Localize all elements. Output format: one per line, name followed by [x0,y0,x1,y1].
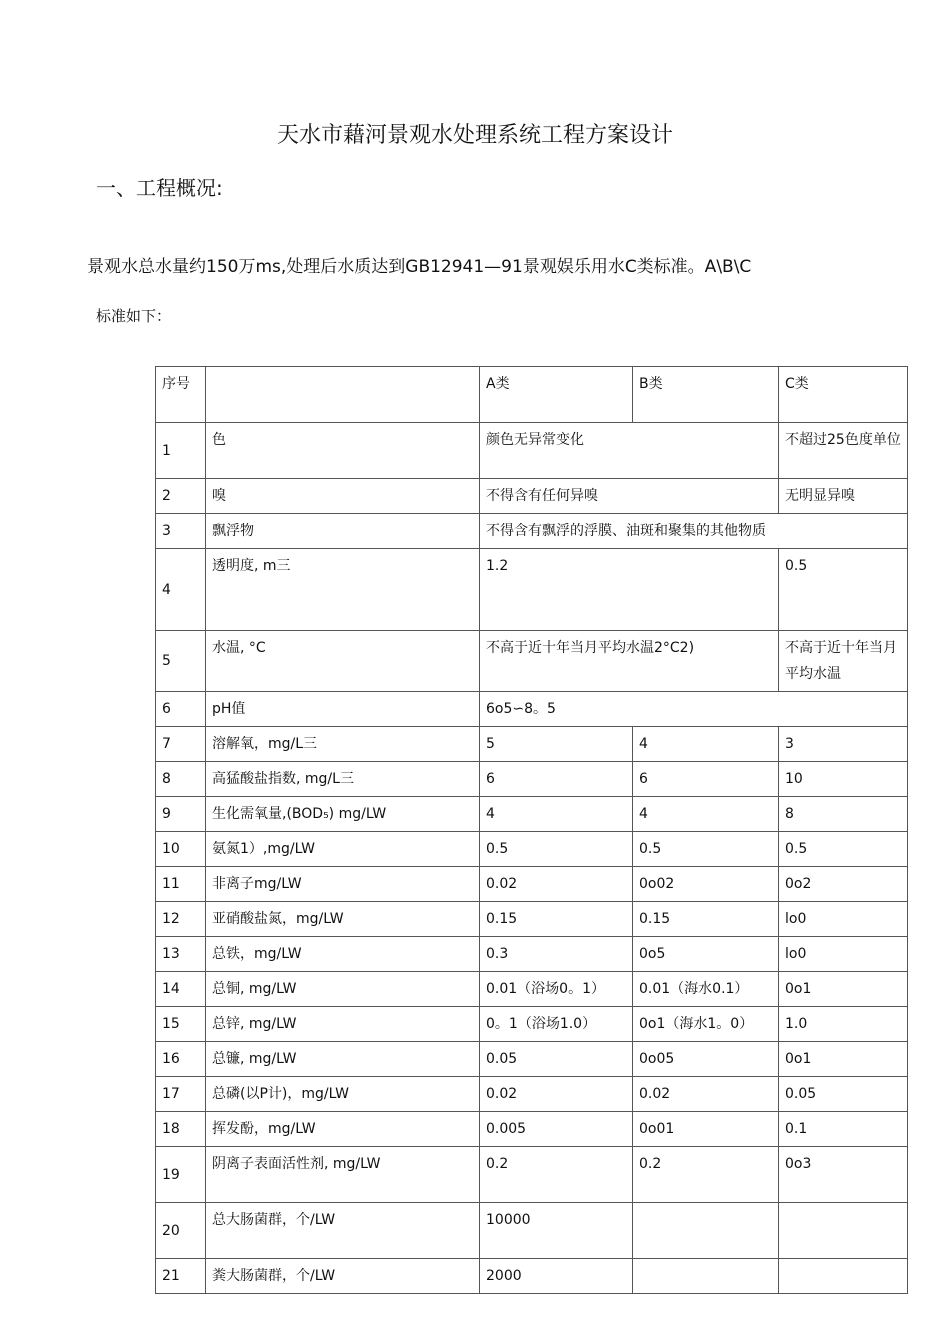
table-row [156,1259,908,1294]
cell-class-c: 1.0 [779,1007,908,1042]
table-row [156,1042,908,1077]
cell-class-ab: 不得含有任何异嗅 [480,479,779,514]
header-seq: 序号 [156,367,206,423]
cell-item: 总大肠菌群，个/LW [206,1203,480,1259]
cell-item: 阴离子表面活性剂, mg/LW [206,1147,480,1203]
cell-class-a: 0.02 [480,1077,633,1112]
cell-class-b: 4 [633,727,779,762]
table-row [156,479,908,514]
cell-seq: 12 [156,902,206,937]
cell-class-c: 不高于近十年当月平均水温 [779,631,908,692]
header-class-b: B类 [633,367,779,423]
table-row [156,972,908,1007]
cell-item: 生化需氧量,(BOD₅) mg/LW [206,797,480,832]
cell-class-b: 4 [633,797,779,832]
cell-class-b: 0.01（海水0.1） [633,972,779,1007]
table-row [156,832,908,867]
cell-class-a: 0.2 [480,1147,633,1203]
cell-class-c: 0.1 [779,1112,908,1147]
cell-class-b: 0o02 [633,867,779,902]
cell-class-b: 0.5 [633,832,779,867]
cell-seq: 21 [156,1259,206,1294]
cell-class-c: lo0 [779,902,908,937]
cell-seq: 19 [156,1147,206,1203]
cell-item: 色 [206,423,480,479]
cell-seq: 7 [156,727,206,762]
header-class-a: A类 [480,367,633,423]
cell-class-a: 0.005 [480,1112,633,1147]
water-quality-standards-table [155,366,908,1294]
cell-class-c: 0.05 [779,1077,908,1112]
cell-class-b: 0o1（海水1。0） [633,1007,779,1042]
table-row [156,1077,908,1112]
table-row [156,937,908,972]
table-row [156,727,908,762]
table-row [156,1203,908,1259]
cell-class-c: 无明显异嗅 [779,479,908,514]
cell-seq: 5 [156,631,206,692]
cell-class-ab: 不高于近十年当月平均水温2°C2) [480,631,779,692]
table-header-row [156,367,908,423]
cell-item: 总铜, mg/LW [206,972,480,1007]
table-row [156,549,908,631]
cell-item: 高猛酸盐指数, mg/L三 [206,762,480,797]
table-row [156,692,908,727]
cell-class-b [633,1259,779,1294]
cell-class-b: 0.02 [633,1077,779,1112]
cell-class-c: 8 [779,797,908,832]
cell-seq: 17 [156,1077,206,1112]
table-row [156,423,908,479]
cell-class-a: 10000 [480,1203,633,1259]
cell-item: pH值 [206,692,480,727]
cell-seq: 13 [156,937,206,972]
cell-class-c: 0.5 [779,549,908,631]
cell-item: 水温, °C [206,631,480,692]
table-row [156,902,908,937]
cell-class-c: 3 [779,727,908,762]
cell-seq: 9 [156,797,206,832]
cell-class-a: 0。1（浴场1.0） [480,1007,633,1042]
cell-class-c: 0o3 [779,1147,908,1203]
cell-class-abc: 不得含有飘浮的浮膜、油斑和聚集的其他物质 [480,514,908,549]
cell-class-a: 0.15 [480,902,633,937]
cell-item: 总磷(以P计)，mg/LW [206,1077,480,1112]
cell-class-c: 0o2 [779,867,908,902]
table-row [156,867,908,902]
cell-seq: 11 [156,867,206,902]
cell-seq: 2 [156,479,206,514]
cell-class-c: lo0 [779,937,908,972]
cell-class-b: 0o5 [633,937,779,972]
cell-class-c: 0.5 [779,832,908,867]
cell-class-b: 6 [633,762,779,797]
cell-item: 飘浮物 [206,514,480,549]
cell-class-b: 0o01 [633,1112,779,1147]
cell-class-a: 5 [480,727,633,762]
cell-seq: 14 [156,972,206,1007]
table-row [156,1007,908,1042]
cell-item: 总铁，mg/LW [206,937,480,972]
cell-item: 非离子mg/LW [206,867,480,902]
cell-class-a: 0.02 [480,867,633,902]
cell-item: 亚硝酸盐氮，mg/LW [206,902,480,937]
cell-seq: 1 [156,423,206,479]
cell-item: 溶解氧，mg/L三 [206,727,480,762]
cell-item: 嗅 [206,479,480,514]
cell-item: 氨氮1）,mg/LW [206,832,480,867]
header-class-c: C类 [779,367,908,423]
cell-seq: 8 [156,762,206,797]
cell-class-b [633,1203,779,1259]
cell-class-a: 4 [480,797,633,832]
cell-class-ab: 颜色无异常变化 [480,423,779,479]
cell-item: 总镰, mg/LW [206,1042,480,1077]
intro-continuation: 标准如下： [96,307,172,325]
cell-seq: 10 [156,832,206,867]
cell-item: 挥发酚，mg/LW [206,1112,480,1147]
cell-class-a: 0.5 [480,832,633,867]
section-heading: 一、工程概况: [96,176,223,200]
cell-class-abc: 6o5∽8。5 [480,692,908,727]
table-row [156,1147,908,1203]
cell-seq: 20 [156,1203,206,1259]
cell-class-ab: 1.2 [480,549,779,631]
cell-seq: 18 [156,1112,206,1147]
cell-class-b: 0.2 [633,1147,779,1203]
table-row [156,514,908,549]
cell-class-a: 0.01（浴场0。1） [480,972,633,1007]
cell-class-b: 0.15 [633,902,779,937]
cell-seq: 6 [156,692,206,727]
table-row [156,631,908,692]
document-title: 天水市藉河景观水处理系统工程方案设计 [276,123,673,148]
cell-class-b: 0o05 [633,1042,779,1077]
table-row [156,797,908,832]
intro-paragraph: 景观水总水量约150万ms,处理后水质达到GB12941—91景观娱乐用水C类标准。A\B\C [87,257,752,277]
cell-seq: 3 [156,514,206,549]
cell-item: 透明度, m三 [206,549,480,631]
cell-seq: 16 [156,1042,206,1077]
cell-class-c: 0o1 [779,972,908,1007]
cell-class-c: 不超过25色度单位 [779,423,908,479]
cell-class-c: 10 [779,762,908,797]
cell-seq: 4 [156,549,206,631]
cell-class-a: 2000 [480,1259,633,1294]
cell-class-c: 0o1 [779,1042,908,1077]
cell-seq: 15 [156,1007,206,1042]
cell-class-a: 0.3 [480,937,633,972]
cell-class-a: 6 [480,762,633,797]
cell-class-c [779,1259,908,1294]
header-item [206,367,480,423]
cell-class-c [779,1203,908,1259]
cell-item: 粪大肠菌群，个/LW [206,1259,480,1294]
cell-class-a: 0.05 [480,1042,633,1077]
table-row [156,1112,908,1147]
cell-item: 总锌, mg/LW [206,1007,480,1042]
table-row [156,762,908,797]
